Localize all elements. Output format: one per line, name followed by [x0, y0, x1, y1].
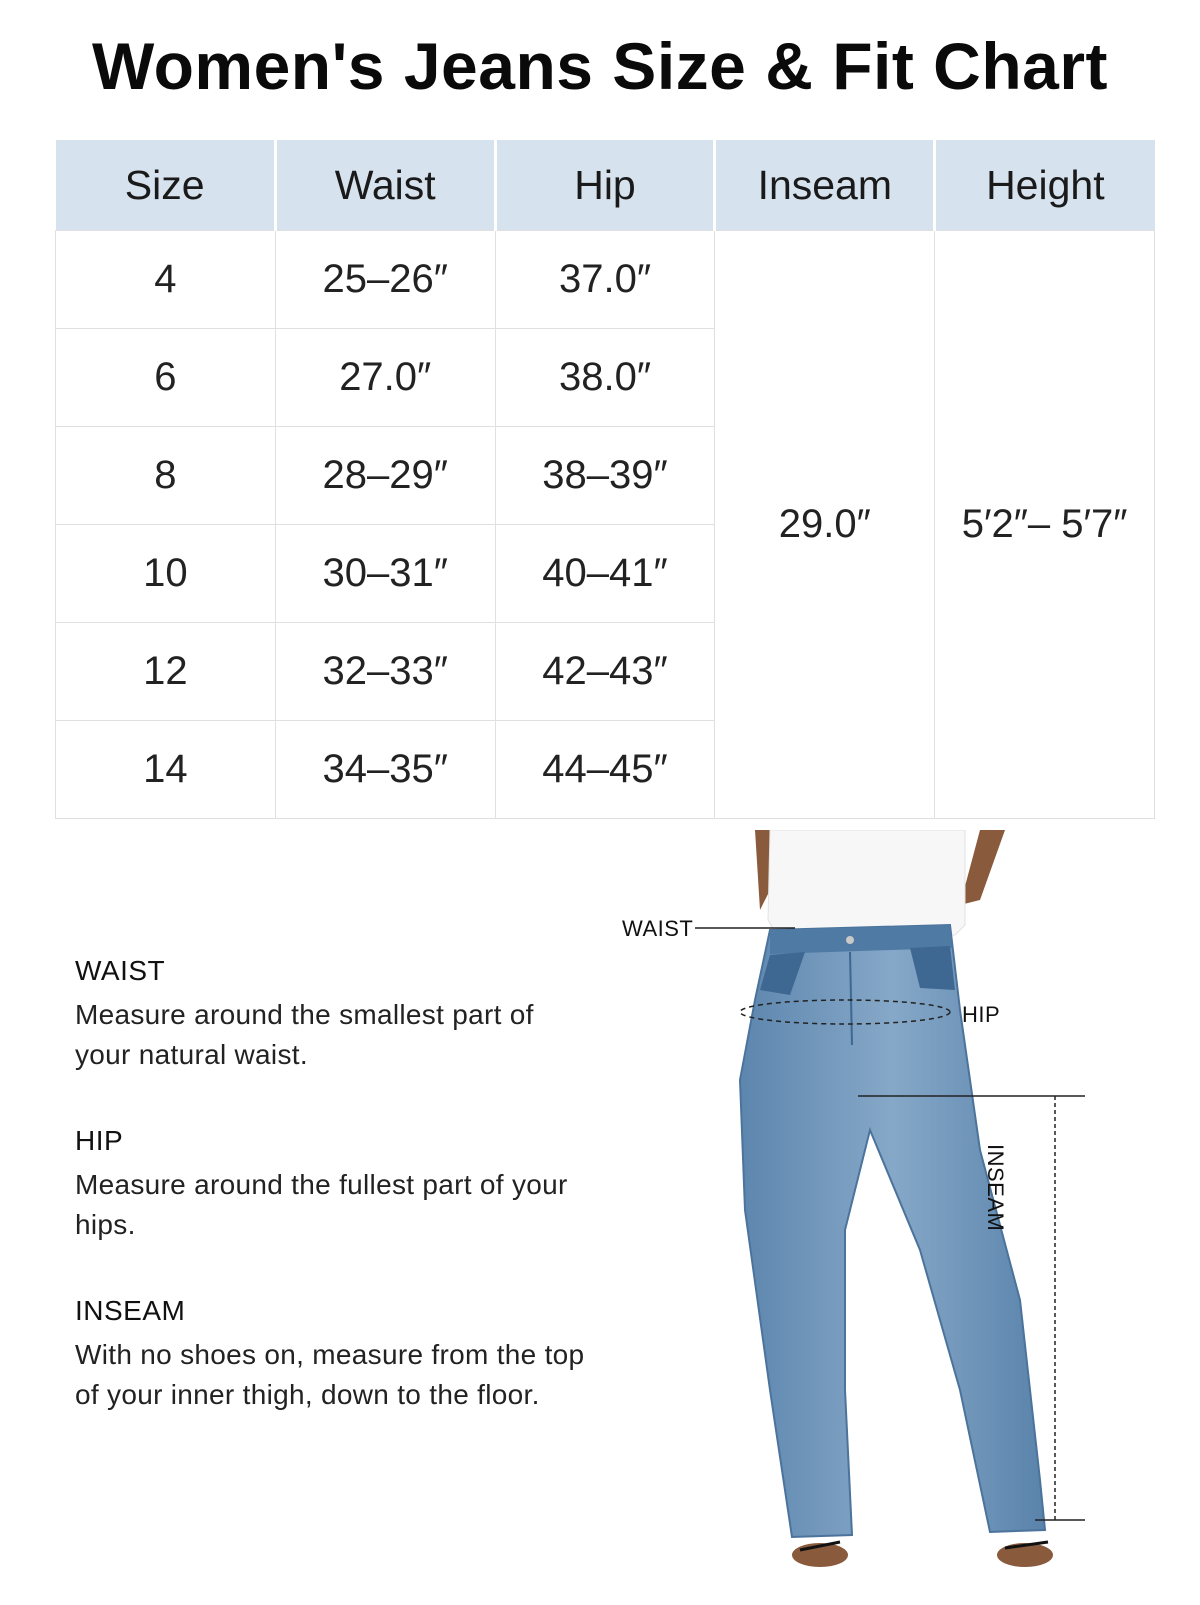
hip-heading: HIP — [75, 1125, 124, 1156]
hip-guide — [75, 1125, 595, 1245]
size-cell: 10 — [56, 525, 276, 623]
hip-cell: 42–43″ — [495, 623, 715, 721]
waist-cell: 32–33″ — [275, 623, 495, 721]
hip-cell: 38–39″ — [495, 427, 715, 525]
size-cell: 14 — [56, 721, 276, 819]
waist-guide — [75, 955, 595, 1075]
waist-cell: 27.0″ — [275, 329, 495, 427]
inseam-heading: INSEAM — [75, 1295, 186, 1326]
header-size: Size — [56, 140, 276, 231]
jeans-figure-svg — [620, 830, 1200, 1600]
header-height: Height — [935, 140, 1155, 231]
waist-cell: 25–26″ — [275, 231, 495, 329]
tshirt-shape — [768, 830, 965, 940]
size-cell: 4 — [56, 231, 276, 329]
waist-cell: 28–29″ — [275, 427, 495, 525]
header-waist: Waist — [275, 140, 495, 231]
size-cell: 12 — [56, 623, 276, 721]
height-cell: 5′2″– 5′7″ — [935, 231, 1155, 819]
size-chart-table — [55, 140, 1155, 819]
hip-cell: 38.0″ — [495, 329, 715, 427]
waist-cell: 34–35″ — [275, 721, 495, 819]
table-row — [56, 231, 1155, 329]
inseam-cell: 29.0″ — [715, 231, 935, 819]
header-inseam: Inseam — [715, 140, 935, 231]
waist-label: WAIST — [622, 916, 694, 941]
waist-heading: WAIST — [75, 955, 166, 986]
button-shape — [846, 936, 854, 944]
inseam-label: INSEAM — [983, 1144, 1008, 1232]
table-header-row — [56, 140, 1155, 231]
hip-description: Measure around the fullest part of your hips. — [75, 1169, 568, 1240]
hip-label: HIP — [962, 1002, 1001, 1027]
waist-description: Measure around the smallest part of your natural waist. — [75, 999, 534, 1070]
inseam-guide — [75, 1295, 595, 1415]
arm-shape — [960, 830, 1005, 905]
hip-cell: 37.0″ — [495, 231, 715, 329]
size-cell: 8 — [56, 427, 276, 525]
jeans-model-illustration — [620, 830, 1200, 1600]
waist-cell: 30–31″ — [275, 525, 495, 623]
hip-cell: 40–41″ — [495, 525, 715, 623]
size-cell: 6 — [56, 329, 276, 427]
page-title: Women's Jeans Size & Fit Chart — [91, 29, 1109, 103]
hip-cell: 44–45″ — [495, 721, 715, 819]
inseam-description: With no shoes on, measure from the top of your inner thigh, down to the floor. — [75, 1339, 585, 1410]
header-hip: Hip — [495, 140, 715, 231]
